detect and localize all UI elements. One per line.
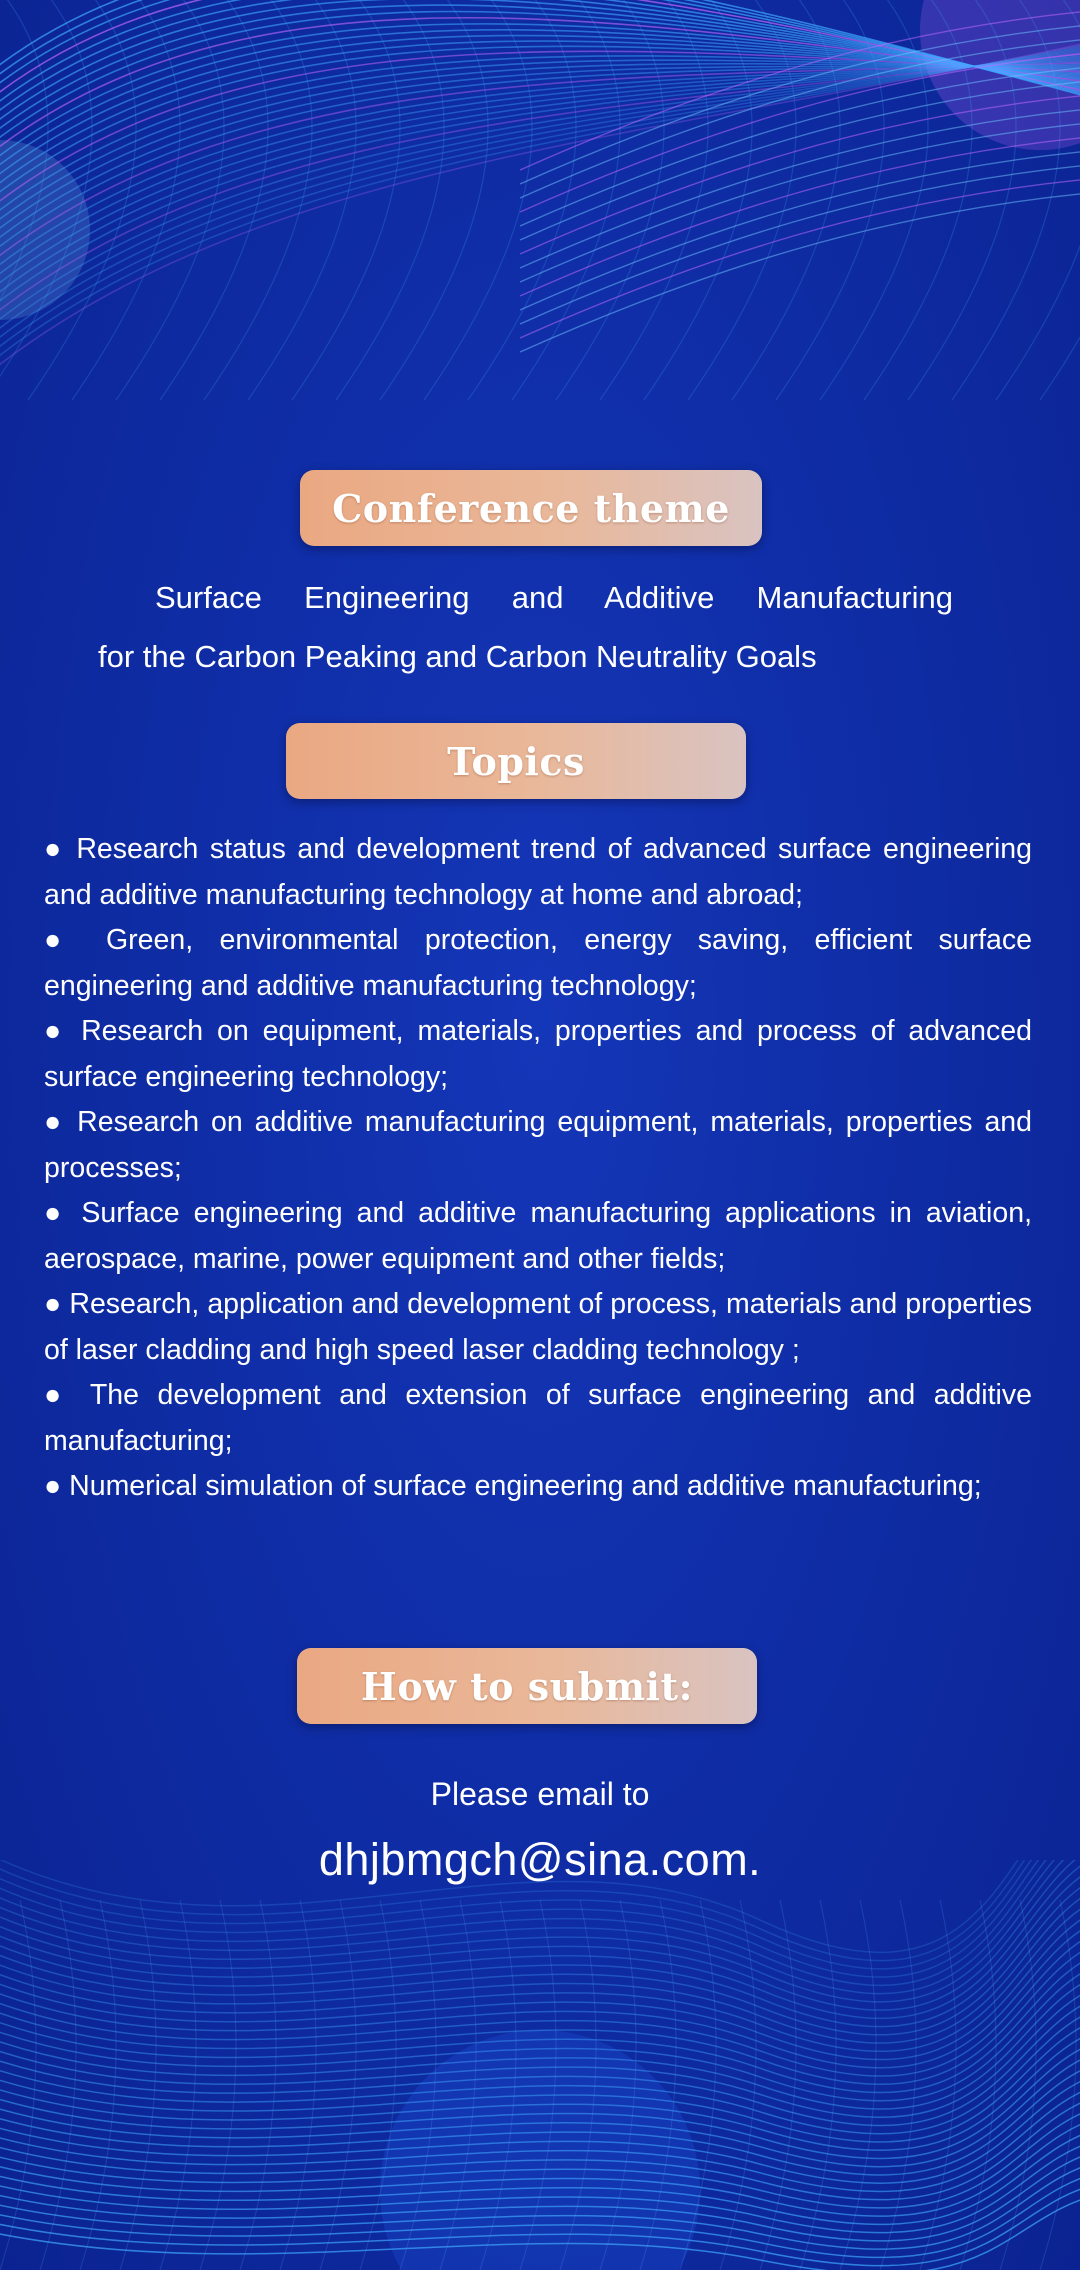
top-light-lines-decoration [0,0,1080,400]
conference-theme-line-1: Surface Engineering and Additive Manufacturing [155,580,953,615]
conference-theme-heading-label: Conference theme [332,485,730,531]
topic-item: ● Research on additive manufacturing equipment, materials, properties and processes; [44,1106,1032,1184]
topics-heading [286,723,746,799]
bottom-light-lines-decoration [0,1860,1080,2270]
topic-item: ● Research status and development trend of advanced surface engineering and additive manufacturing technology at home and abroad; [44,833,1032,911]
topics-list [44,827,1032,1510]
topic-item: ● Numerical simulation of surface engineering and additive manufacturing; [44,1470,982,1502]
how-to-submit-heading-label: How to submit: [360,1663,694,1709]
how-to-submit-heading [297,1648,757,1724]
topic-item: ● The development and extension of surface engineering and additive manufacturing; [44,1379,1032,1457]
topic-item: ● Research, application and development of process, materials and properties of laser cladding and high speed laser cladding technology ; [44,1288,1032,1366]
conference-theme-text [60,568,1020,686]
submit-email-address[interactable]: dhjbmgch@sina.com. [318,1834,762,1885]
topic-item: ● Surface engineering and additive manufacturing applications in aviation, aerospace, marine, power equipment and other fields; [44,1197,1032,1275]
conference-theme-line-2: for the Carbon Peaking and Carbon Neutrality Goals [98,639,817,674]
submit-instruction: Please email to [430,1776,650,1812]
topics-heading-label: Topics [447,738,585,784]
conference-theme-heading [300,470,762,546]
topic-item: ● Green, environmental protection, energy saving, efficient surface engineering and additive manufacturing technology; [44,924,1032,1002]
topic-item: ● Research on equipment, materials, properties and process of advanced surface engineering technology; [44,1015,1032,1093]
